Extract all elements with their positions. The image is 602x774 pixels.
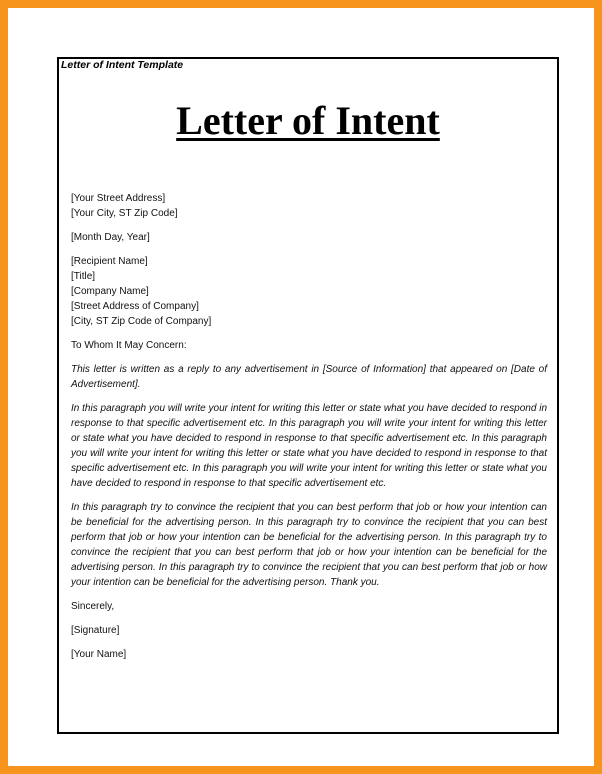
letter-body — [71, 191, 547, 662]
letter-date: [Month Day, Year] — [71, 232, 150, 243]
recipient-city: [City, ST Zip Code of Company] — [71, 316, 212, 327]
paragraph-convince: In this paragraph try to convince the recipient that you can best perform that job or how your intention can be beneficial for the advertising person. In this paragraph try to convince the recipient that you can best perform that job or how your intention can be beneficial for the advertising person. In this paragraph try to convince the recipient that you can best perform that job or how your intention can be beneficial for the advertising person. In this paragraph try to convince the recipient that you can best perform that job or how your intention can be beneficial for the advertising person. Thank you. — [71, 502, 547, 588]
your-name: [Your Name] — [71, 649, 127, 660]
letter-document — [57, 57, 559, 734]
signature: [Signature] — [71, 625, 120, 636]
closing: Sincerely, — [71, 601, 115, 612]
page-frame — [8, 8, 594, 766]
salutation: To Whom It May Concern: — [71, 340, 187, 351]
sender-city: [Your City, ST Zip Code] — [71, 208, 178, 219]
letter-title — [59, 97, 557, 144]
recipient-company: [Company Name] — [71, 286, 149, 297]
letter-title-text: Letter of Intent — [176, 98, 440, 143]
template-label: Letter of Intent Template — [61, 59, 184, 71]
recipient-street: [Street Address of Company] — [71, 301, 199, 312]
paragraph-intro: This letter is written as a reply to any advertisement in [Source of Information] that appeared on [Date of Advertisement]. — [71, 364, 547, 390]
sender-street: [Your Street Address] — [71, 193, 166, 204]
recipient-title: [Title] — [71, 271, 96, 282]
paragraph-intent: In this paragraph you will write your intent for writing this letter or state what you have decided to respond in response to that specific advertisement etc. In this paragraph you will write your intent for writing this letter or state what you have decided to respond in response to that specific advertisement etc. In this paragraph you will write your intent for writing this letter or state what you have decided to respond in response to that specific advertisement etc. In this paragraph you will write your intent for writing this letter or state what you have decided to respond in response to that specific advertisement etc. — [71, 403, 547, 489]
recipient-name: [Recipient Name] — [71, 256, 148, 267]
